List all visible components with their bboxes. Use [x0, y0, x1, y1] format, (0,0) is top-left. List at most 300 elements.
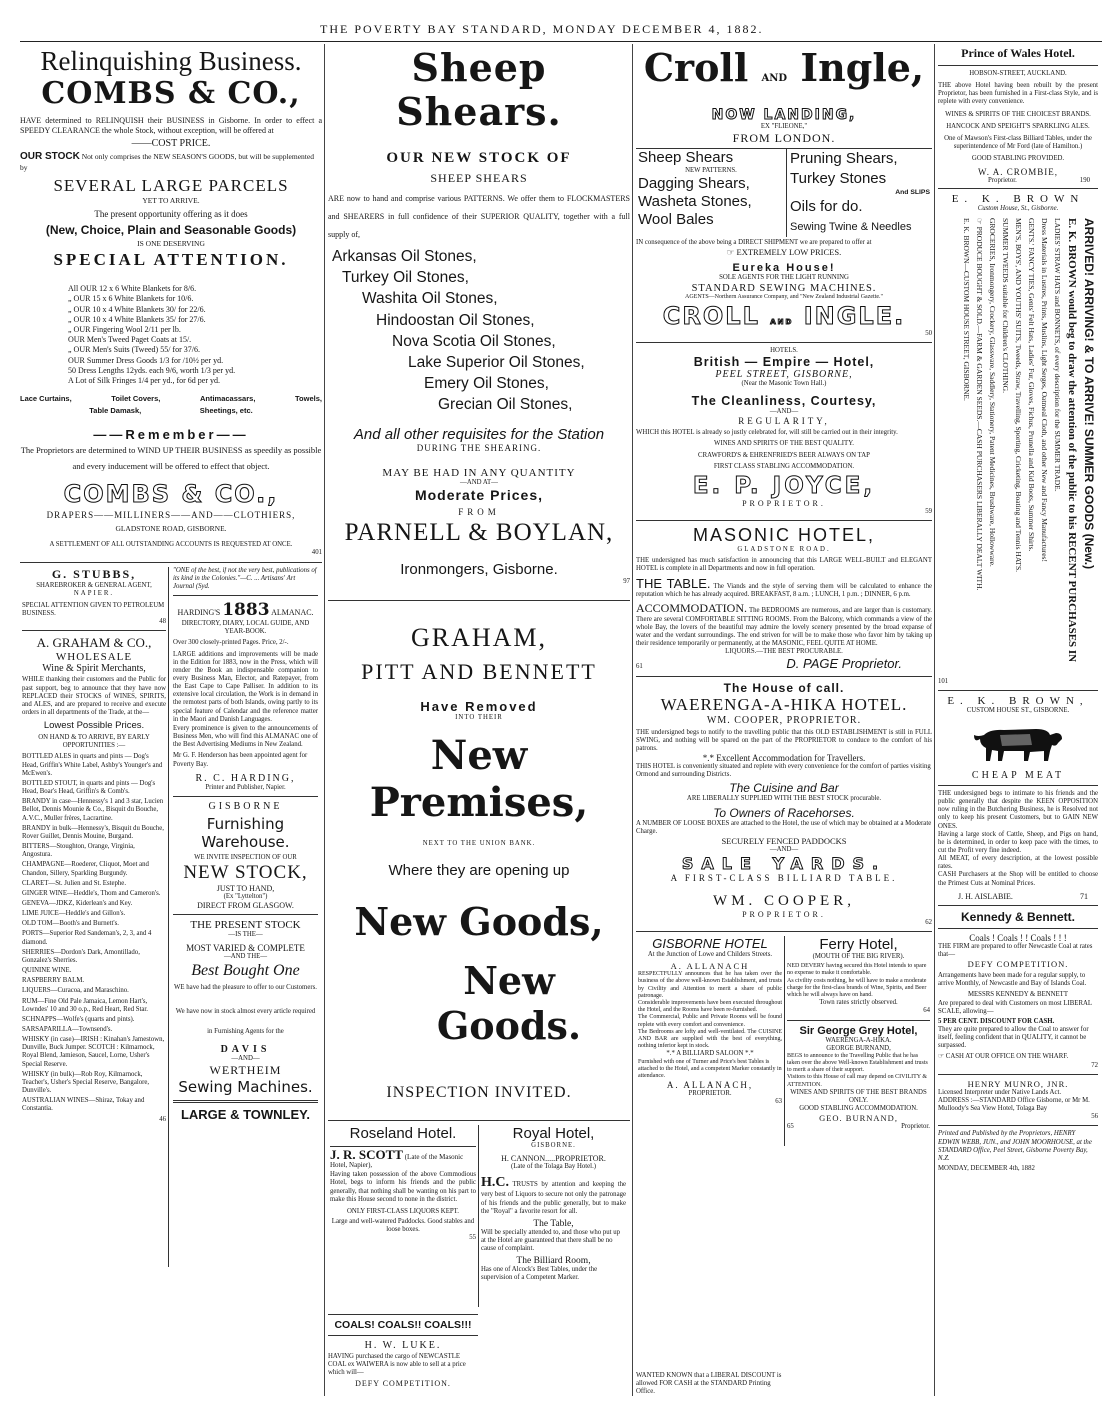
luke-text: HAVING purchased the cargo of NEWCASTLE COAL ex WAIWERA is now able to sell at a price which will— — [328, 1353, 466, 1377]
hc: H.C. — [481, 1174, 509, 1190]
billiard: The Billiard Room, — [516, 1256, 591, 1267]
wanted-known: WANTED KNOWN that a LIBERAL DISCOUNT is allowed FOR CASH at the STANDARD Printing Office. — [636, 1372, 782, 1396]
prince-ales: HANCOCK AND SPEIGHT'S SPARKLING ALES. — [946, 122, 1090, 130]
price-item: „ OUR Fingering Wool 2/11 per lb. — [68, 324, 181, 334]
waerenga-text: THE undersigned begs to notify to the travelling public that this OLD ESTABLISHMENT is still in FULL SWING, and nothing will be spared on the part of the PROPRIETOR to conduce to the comfort of his patrons. — [636, 728, 932, 752]
from-london: FROM LONDON. — [732, 131, 836, 146]
harding-text-2: Every prominence is given to the announcements of Business Men, who will find this ALMANAC one of the Best Advertising Mediums in New Zealand. — [173, 724, 318, 749]
ref-number: 65 — [787, 1123, 794, 1131]
british-beer: CRAWFORD'S & EHRENFRIED'S BEER ALWAYS ON TAP — [698, 451, 870, 459]
price-item: „ OUR 10 x 4 White Blankets 30/ for 22/6. — [68, 304, 206, 314]
extra-item: Toilet Covers, — [111, 394, 161, 404]
ref-number: 48 — [159, 618, 166, 626]
kennedy-text-3: Are prepared to deal with Customers on most LIBERAL SCALE, allowing— — [938, 999, 1092, 1015]
ref-number: 71 — [1080, 891, 1088, 901]
and-the: —AND THE— — [223, 953, 268, 961]
brown-line: E. K. BROWN—CUSTOM HOUSE STREET, GISBORNE. — [962, 217, 971, 401]
junction: At the Junction of Lowe and Childers Streets. — [647, 951, 773, 959]
combs-ad — [20, 46, 322, 558]
new-goods-1: New Goods, — [354, 899, 604, 945]
price-item: „ OUR Men's Suits (Tweed) 55/ for 37/6. — [68, 345, 200, 355]
ferry-text: NED DEVERY having secured this Hotel intends to spare no expense to make it comfortable. — [787, 963, 927, 977]
regularity: REGULARITY, — [738, 416, 830, 427]
stone-item: Hindoostan Oil Stones, — [376, 311, 535, 329]
direct: DIRECT FROM GLASGOW. — [197, 901, 294, 911]
ironmongers: Ironmongers, Gisborne. — [400, 560, 558, 578]
allanach-2: A. ALLANACH, — [666, 1080, 754, 1091]
ferry-grey — [784, 936, 932, 1146]
during: DURING THE SHEARING. — [416, 442, 542, 453]
luke-defy: DEFY COMPETITION. — [355, 1379, 451, 1389]
stone-item: Emery Oil Stones, — [424, 375, 549, 393]
ref-number: 72 — [1091, 1061, 1098, 1069]
table-text: The Viands and the style of serving them will be calculated to enhance the reputation which he has already acquired. BREAKFAST, 8 a.m. ; LUNCH, 1 p.m. ; DINNER, 6 p.m. — [636, 582, 932, 599]
new-goods-2: New Goods. — [436, 958, 582, 1049]
have-removed: Have Removed — [420, 698, 538, 714]
extra-item: Antimacassars, — [199, 394, 256, 404]
extras-row — [20, 394, 322, 403]
kennedy-defy: DEFY COMPETITION. — [967, 959, 1069, 970]
ref-number: 401 — [311, 549, 322, 557]
pages: Over 300 closely-printed Pages. Price, 2/-. — [173, 639, 289, 647]
ref-number: 59 — [925, 507, 932, 515]
aislabie: J. H. AISLABIE. — [958, 891, 1013, 901]
harding-text: LARGE additions and improvements will be made in the Edition for 1883, now in the Press, which will render the Book an indispensable companion to every Business Man, Elector, and Ratepayer, from the East Cape to Cape Palliser. In addition to its extensive local circulation, the Work is in demand in the remotest parts of both Islands, owing partly to its special feature of Calendar and the reference matter in the Maori and Danish Languages. — [173, 650, 318, 723]
house-of-call: The House of call. — [723, 680, 845, 695]
meat-text-4: CASH Purchasers at the Shop will be entitled to choose the Primest Cuts at Nominal Prices. — [938, 871, 1098, 887]
roseland-text: Having taken possession of the above Commodious Hotel, begs to inform his friends and the public generally, that nothing shall be wanting on his part to make this House second to none in the district. — [330, 1171, 476, 1203]
column-2 — [328, 46, 630, 1398]
grey-wines: WINES AND SPIRITS OF THE BEST BRANDS ONLY. — [790, 1088, 927, 1104]
waerenga-name: WAERENGA-A-HIKA HOTEL. — [660, 694, 908, 714]
on-hand: ON HAND & TO ARRIVE, BY EARLY OPPORTUNITIES :— — [38, 734, 150, 750]
coals-luke — [328, 1310, 478, 1388]
office: ☞ CASH AT OUR OFFICE ON THE WHARF. — [938, 1053, 1069, 1061]
arrive: YET TO ARRIVE. — [142, 195, 200, 205]
meat-text-2: Having a large stock of Cattle, Sheep, and Pigs on hand, he is determined, in order to keep pace with the times, to cut the Profit very fine indeed. — [938, 830, 1098, 854]
good-item: Dagging Shears, — [638, 175, 750, 193]
masonic-liquors: LIQUORS.—THE BEST PROCURABLE. — [725, 648, 843, 656]
ship: (Ex "Lyttelton") — [223, 893, 268, 901]
standard-machines: STANDARD SEWING MACHINES. — [691, 282, 877, 294]
new-stock-of: OUR NEW STOCK OF — [386, 150, 572, 166]
liquor-item: SCHNAPPS—Wolfe's (quarts and pints). — [22, 1015, 135, 1023]
parcels: SEVERAL LARGE PARCELS — [53, 175, 289, 195]
next-to-bank: NEXT TO THE UNION BANK. — [422, 840, 536, 848]
liquor-item: SHERRIES—Dordon's Dark, Amontillado, Gonzalez's Sherries. — [22, 948, 140, 964]
good-item: Sheep Shears — [638, 149, 734, 167]
cost-price: ——COST PRICE. — [131, 137, 211, 149]
shears-text: ARE now to hand and comprise various PATTERNS. We offer them to FLOCKMASTERS and SHEARERS in full confidence of their SUPERIOR QUALITY, together with a full supply of, — [328, 194, 630, 239]
sheep-shears-heading: Sheep Shears. — [396, 46, 562, 134]
roseland-hotel — [328, 1125, 478, 1307]
stone-item: Washita Oil Stones, — [362, 290, 498, 308]
opening-up: Where they are opening up — [388, 862, 570, 880]
luke: H. W. LUKE. — [364, 1340, 442, 1351]
extra-item: Table Damask, — [89, 406, 142, 416]
table-text: Will be specially attended to, and those who put up at the Hotel are guaranteed that there shall be no cause of complaint. — [481, 1228, 621, 1253]
croll-banner-b: INGLE. — [803, 301, 906, 330]
almanac-left: HARDING'S — [177, 608, 221, 618]
stock-text: Not only comprises the NEW SEASON'S GOODS, but will be supplemented by — [20, 151, 314, 172]
sheep-shears-sub: SHEEP SHEARS — [430, 171, 528, 185]
gh-text-2: Considerable improvements have been executed throughout the Hotel, and the Rooms have been re-furnished. — [638, 1000, 782, 1014]
price-item: „ OUR 10 x 4 White Blankets 35/ for 27/6. — [68, 314, 206, 324]
british-street: PEEL STREET, GISBORNE, — [715, 368, 853, 380]
munro-text: Licensed Interpreter under Native Lands Act. — [938, 1088, 1062, 1096]
the-table: The Table, — [533, 1218, 574, 1229]
pleasure: WE have had the pleasure to offer to our Customers. — [174, 983, 317, 991]
gisborne-hotel-name: GISBORNE HOTEL — [652, 936, 768, 952]
munro-address: ADDRESS :—STANDARD Office Gisborne, or Mr M. Mulloody's Sea View Hotel, Tolaga Bay — [938, 1096, 1090, 1113]
good-note: And SLIPS — [895, 189, 930, 197]
burnand-2: GEO. BURNAND, — [819, 1113, 898, 1124]
present-stock: THE PRESENT STOCK — [190, 919, 301, 932]
liquor-item: GENEVA—JDKZ, Kiderlean's and Key. — [22, 899, 133, 907]
liquor-item: BOTTLED ALES in quarts and pints — Dog's Head, Griffin's White Label, Ashby's Younger's and McEwen's. — [22, 753, 163, 777]
stone-item: Grecian Oil Stones, — [438, 396, 573, 414]
grey-text: BEGS to announce to the Travelling Public that he has taken over the above Well-known Establishment and trusts to merit a share of their support. — [787, 1052, 928, 1074]
invite: WE INVITE INSPECTION OF OUR — [194, 853, 297, 861]
liquor-item: PORTS—Superior Red Sandeman's, 2, 3, and 4 diamond. — [22, 930, 152, 946]
liquor-item: OLD TOM—Booth's and Burnett's. — [22, 920, 119, 928]
just: JUST TO HAND, — [216, 884, 275, 894]
brown-line: GENTS.' FANCY TIES, Gents' Felt Hats, Ladies' Fur, Gloves, Fichus, Prunella and Kid Boots, Summer Shirts. — [1027, 217, 1036, 551]
masonic-text: THE undersigned has much satisfaction in announcing that this LARGE WELL-BUILT and ELEGANT HOTEL is complete in all Departments and now in full operation. — [636, 557, 932, 573]
and: —AND— — [769, 408, 799, 416]
grey-place: WAERENGA-A-HIKA. — [825, 1036, 892, 1044]
gh-text-3: The Commercial, Public and Private Rooms will be found replete with every comfort and convenience. — [638, 1014, 782, 1028]
ref-number: 61 — [636, 663, 643, 671]
croll-a: Croll — [643, 46, 749, 90]
into-their: INTO THEIR — [455, 713, 503, 721]
british-name: British — Empire — Hotel, — [693, 354, 875, 369]
royal-hotel — [478, 1125, 628, 1307]
brown-line: Dress Materials in Lustres, Prints, Muslins, Light Serges, Oatmeal Cloth, and other New and Fancy Manufactures! — [1040, 217, 1049, 562]
cuisine: The Cuisine and Bar — [729, 781, 839, 796]
column-rule — [934, 44, 935, 1396]
new-premises: New Premises, — [369, 732, 589, 827]
almanac-year: 1883 — [222, 600, 270, 621]
billiard-table: A FIRST-CLASS BILLIARD TABLE. — [670, 872, 898, 883]
stubbs-name: G. STUBBS, — [51, 566, 137, 581]
wertheim: WERTHEIM — [209, 1062, 282, 1077]
masonic-name: MASONIC HOTEL, — [692, 525, 876, 546]
masonic-road: GLADSTONE ROAD. — [737, 546, 831, 554]
prince-prop: Proprietor. — [988, 177, 1017, 185]
liquor-item: CLARET—St. Julien and St. Estephe. — [22, 879, 127, 887]
price-item: A Lot of Silk Fringes 1/4 per yd., for 6d per yd. — [68, 375, 220, 385]
low-prices: ☞ EXTREMELY LOW PRICES. — [726, 247, 842, 258]
trades: DRAPERS——MILLINERS——AND——CLOTHIERS, — [46, 510, 296, 521]
inspection: INSPECTION INVITED. — [386, 1084, 572, 1102]
sewing-machines: Sewing Machines. — [178, 1077, 313, 1096]
davis-heading: Furnishing Warehouse. — [201, 814, 290, 851]
prince-wines: WINES & SPIRITS OF THE CHOICEST BRANDS. — [945, 110, 1091, 118]
imprint-date: MONDAY, DECEMBER 4th, 1882 — [938, 1165, 1035, 1173]
saloon-text: Furnished with one of Turner and Price's best Tables is attached to the Hotel, and a competent Marker constantly in attendance. — [638, 1058, 782, 1079]
and: —AND— — [231, 1054, 260, 1062]
saloon: *.* A BILLIARD SALOON *.* — [666, 1050, 754, 1058]
paddocks: Large and well-watered Paddocks. Good stables and loose boxes. — [331, 1218, 475, 1234]
joyce-prop: PROPRIETOR. — [742, 498, 826, 508]
liquor-list — [22, 753, 166, 1113]
grey-stabling: GOOD STABLING ACCOMMODATION. — [799, 1105, 918, 1113]
is-the: —IS THE— — [228, 931, 263, 939]
price-list — [68, 284, 322, 386]
extras-row — [20, 406, 322, 415]
and: —AND— — [769, 845, 799, 853]
insurance: AGENTS—Northern Assurance Company, and "New Zealand Industrial Gazette." — [685, 293, 883, 300]
brown-line: ARRIVED! ARRIVING! & TO ARRIVE! SUMMER GOODS (New.) — [1082, 217, 1096, 569]
stones-list — [328, 246, 630, 416]
roseland-name: Roseland Hotel. — [349, 1125, 457, 1143]
stock-label: OUR STOCK — [20, 150, 80, 162]
sale-yards: SALE YARDS. — [681, 853, 887, 873]
harding-role: Printer and Publisher, Napier. — [205, 783, 286, 791]
ferry-text-2: As civility costs nothing, he will have to make a moderate charge for the first-class brands of Wine, Spirits, and Beer which he will always have on hand. — [787, 977, 927, 999]
ref-number: 190 — [1079, 177, 1090, 185]
stubbs-place: NAPIER. — [73, 589, 115, 597]
brown-line: E. K. BROWN would beg to draw the attention of the public to his RECENT PURCHASES IN — [1066, 217, 1078, 662]
intro-text: HAVE determined to RELINQUISH their BUSINESS in Gisborne. In order to effect a SPEEDY CLEARANCE the whole Stock, without exception, will be offered at — [20, 116, 322, 135]
billiard-text: Has one of Alcock's Best Tables, under the supervision of a Competent Marker. — [481, 1266, 598, 1282]
imprint: Printed and Published by the Proprietors, HENRY EDWIN WEBB, JUN., and JOHN MOORHOUSE, at the STANDARD Office, Peel Street, Gisborne Poverty Bay, N.Z. — [938, 1130, 1092, 1162]
royal-town: GISBORNE. — [531, 1142, 576, 1150]
good-item: Washeta Stones, — [638, 193, 752, 211]
quantity: MAY BE HAD IN ANY QUANTITY — [382, 466, 576, 479]
firm-name-2: COMBS & CO., — [63, 480, 279, 509]
situated: THIS HOTEL is conveniently situated and replete with every convenience for the comfort of parties visiting Ormond and surrounding Districts. — [636, 763, 931, 779]
ox-illustration — [938, 721, 1098, 770]
gh-text: RESPECTFULLY announces that he has taken over the business of the above well-known Establishment, and trusts by Civility and Attention to merit a share of public patronage. — [638, 971, 782, 999]
liberal: ARE LIBERALLY SUPPLIED WITH THE BEST STOCK procurable. — [686, 795, 882, 803]
price-item: OUR Summer Dress Goods 1/3 for /10½ per yd. — [68, 355, 224, 365]
liquor-item: AUSTRALIAN WINES—Shiraz, Tokay and Constantia. — [22, 1097, 145, 1113]
good-item: Pruning Shears, — [790, 150, 898, 168]
column-3 — [636, 46, 932, 1398]
grey-name: Sir George Grey Hotel, — [799, 1024, 918, 1037]
prince-street: HOBSON-STREET, AUCKLAND. — [969, 70, 1067, 77]
burnand: GEORGE BURNAND, — [826, 1044, 891, 1052]
crombie: W. A. CROMBIE, — [978, 167, 1058, 178]
column-1 — [20, 46, 322, 1398]
ref-number: 50 — [925, 329, 932, 337]
ref-number: 46 — [159, 1115, 166, 1123]
brown-top-addr: Custom House, St., Gisborne. — [977, 205, 1059, 213]
cheap-meat: CHEAP MEAT — [971, 769, 1065, 781]
brown-vertical-ad — [938, 218, 1098, 678]
croll-banner-and: AND — [770, 317, 794, 326]
ship: EX "FLIEONE," — [760, 123, 808, 130]
prince-billiard: One of Mawson's First-class Billiard Tables, under the superintendence of Mr Ford (late of Hamilton.) — [944, 134, 1092, 151]
scott-note: (Late of the Masonic Hotel, Napier), — [330, 1153, 464, 1170]
liquor-item: SARSAPARILLA—Townsend's. — [22, 1026, 113, 1033]
now-landing: NOW LANDING, — [711, 107, 857, 123]
stone-item: Arkansas Oil Stones, — [332, 248, 477, 265]
and-at: —AND AT— — [460, 478, 498, 486]
trade: Wine & Spirit Merchants, — [42, 663, 146, 675]
graham-text: WHILE thanking their customers and the Public for past support, beg to announce that they have now REPLACED their STOCKS of WINES, SPIRITS, and ALES, and are prepared to receive and execute orders in all departments of the Trade, at the— — [22, 676, 166, 716]
price-item: 50 Dress Lengths 12yds. each 9/6, worth 1/3 per yd. — [68, 365, 236, 375]
brown-bottom-addr: CUSTOM HOUSE ST., GISBORNE. — [966, 706, 1070, 714]
discount: 5 PER CENT. DISCOUNT FOR CASH. — [938, 1017, 1055, 1025]
stone-item: Turkey Oil Stones, — [342, 269, 469, 287]
eureka: Eureka House! — [732, 262, 836, 275]
davis: DAVIS — [220, 1043, 271, 1055]
hotels-label: HOTELS. — [770, 346, 798, 354]
joyce: E. P. JOYCE, — [692, 472, 876, 499]
liquor-item: BRANDY in bulk—Hennessy's, Bisquit du Bouche, Rover Guillet, Dennis Mouine, Burgand. — [22, 824, 165, 840]
ref-number: 55 — [469, 1234, 476, 1242]
brown-line: LADIES' STRAW HATS and BONNETS, of every description for the SUMMER TRADE. — [1053, 217, 1062, 492]
cooper: WM. COOPER, — [713, 892, 855, 909]
liquor-item: BOTTLED STOUT, in quarts and pints — Dog's Head, Boar's Head, Griffin's & Comb's. — [22, 779, 156, 796]
prince-name: Prince of Wales Hotel. — [961, 46, 1075, 60]
extra-item: Sheetings, etc. — [199, 406, 253, 416]
opportunity: The present opportunity offering as it does — [94, 208, 248, 219]
british-text: WHICH this HOTEL is already so justly celebrated for, will still be carried out in their integrity. — [636, 429, 898, 437]
liquor-item: BITTERS—Stoughton, Orange, Virginia, Angostura. — [22, 843, 135, 859]
extra-item: Towels, — [295, 394, 322, 404]
remember: ——Remember—— — [93, 427, 249, 443]
good-item: Turkey Stones — [790, 170, 887, 188]
scott: J. R. SCOTT — [330, 1147, 403, 1163]
croll-and: AND — [761, 73, 788, 84]
brown-line: SUMMER TWEEDS suitable for Children's CLOTHING. — [1001, 217, 1010, 393]
column-4 — [938, 46, 1098, 1398]
column-rule — [632, 44, 633, 1396]
kennedy-name: Kennedy & Bennett. — [960, 909, 1075, 924]
gh-text-4: The Bedrooms are lofty and well-ventilated. The CUISINE AND BAR are supplied with the best of everything, nothing inferior kept in stock. — [638, 1028, 782, 1050]
owners: To Owners of Racehorses. — [713, 805, 855, 820]
gisborne-hotel — [636, 936, 784, 1146]
ferry-mouth: (MOUTH OF THE BIG RIVER). — [812, 953, 905, 961]
stubbs-title: SHAREBROKER & GENERAL AGENT, — [36, 581, 152, 589]
brown-bottom: E. K. BROWN, — [947, 694, 1089, 707]
paddocks: SECURELY FENCED PADDOCKS — [721, 835, 847, 846]
liquor-item: CHAMPAGNE—Roederer, Cliquot, Moet and Chandon, Sillery, Sparkling Burgundy. — [22, 861, 149, 877]
almanac-right: ALMANAC. — [271, 608, 314, 618]
stubbs-special: SPECIAL ATTENTION GIVEN TO PETROLEUM BUSINESS. — [22, 601, 165, 618]
kennedy-text-4: They are quite prepared to allow the Coal to answer for itself, feeling confident that in QUALITY, it cannot be surpassed. — [938, 1026, 1089, 1050]
british-wines: WINES AND SPIRITS OF THE BEST QUALITY. — [714, 440, 854, 448]
meat-text: THE undersigned begs to intimate to his friends and the public generally that despite the KEEN OPPOSITION now ruling in the Butchering Business, he is Resolved not only to keep his present Customers, but to GAIN NEW ONES. — [938, 789, 1098, 830]
good-note: NEW PATTERNS. — [685, 167, 737, 175]
settlement: A SETTLEMENT OF ALL OUTSTANDING ACCOUNTS IS REQUESTED AT ONCE. — [49, 541, 293, 549]
good-item: Wool Bales — [638, 211, 714, 229]
liquor-item: WHISKY (in case)—IRISH : Kinahan's Jamestown, Dunville, Buck Jumper. SCOTCH : Kilmarnock, Royal Blend, Jamieson, Saucel, Lorne, Usher's Special Reserve. — [22, 1036, 165, 1068]
harding-agent: Mr G. F. Henderson has been appointed agent for Poverty Bay. — [173, 752, 308, 768]
pitt-bennett: PITT AND BENNETT — [361, 658, 597, 684]
prince-text: THE above Hotel having been rebuilt by the present Proprietor, has been furnished in a First-class Style, and is replete with every convenience. — [938, 82, 1098, 106]
ref-number: 97 — [623, 577, 630, 585]
requisites: And all other requisites for the Station — [353, 425, 605, 443]
price-item: All OUR 12 x 6 White Blankets for 8/6. — [68, 284, 197, 294]
parnell-boylan: PARNELL & BOYLAN, — [344, 518, 614, 546]
wind-up: The Proprietors are determined to WIND UP THEIR BUSINESS as speedily as possible and every inducement will be offered to effect that object. — [20, 445, 322, 472]
accom-label: ACCOMMODATION. — [636, 601, 748, 616]
extra-item: Lace Curtains, — [20, 394, 72, 404]
prices: Lowest Possible Prices. — [43, 720, 145, 732]
grey-text-2: Visitors to this House of call may depend on CIVILITY & ATTENTION. — [787, 1074, 928, 1088]
british-near: (Near the Masonic Town Hall.) — [741, 379, 827, 387]
from: FROM — [458, 506, 500, 517]
royal-name: Royal Hotel, — [512, 1125, 595, 1143]
masthead: THE POVERTY BAY STANDARD, MONDAY DECEMBER 4, 1882. — [320, 22, 764, 36]
price-item: OUR Men's Tweed Paget Coats at 15/. — [68, 335, 192, 345]
masonic-prop: D. PAGE Proprietor. — [786, 656, 902, 672]
liquor-item: RASPBERRY BALM. — [22, 977, 85, 985]
ref-number: 64 — [923, 1007, 930, 1015]
graham-heading: GRAHAM, — [410, 622, 548, 652]
liquor-item: LIQUERS—Curacoa, and Maraschino. — [22, 987, 129, 995]
royal-prop: H. CANNON.....PROPRIETOR. — [501, 1154, 606, 1164]
kennedy-text: THE FIRM are prepared to offer Newcastle Coal at rates that— — [938, 942, 1093, 958]
davis-town: GISBORNE — [208, 800, 283, 812]
liquor-item: RUM—Fine Old Pale Jamaica, Lemon Hart's, Lowndes' 10 and 30 o.p., Red Heart, Red Star. — [22, 997, 149, 1013]
liquor-item: LIME JUICE—Heddle's and Gillon's. — [22, 910, 126, 918]
now-stock: We have now in stock almost every article required in Furnishing Agents for the — [175, 1007, 316, 1035]
gh-prop: PROPRIETOR. — [688, 1090, 732, 1098]
croll-banner-a: CROLL — [662, 301, 760, 330]
croll-b: Ingle, — [800, 46, 925, 90]
ref-number: 62 — [925, 918, 932, 926]
brown-line: GROCERIES, Ironmongery, Crockery, Glassware, Saddlery, Stationery, Patent Medicines, Brushware, Hollowware. — [988, 217, 997, 567]
stone-item: Nova Scotia Oil Stones, — [392, 332, 556, 350]
meat-text-3: All MEAT, of every description, at the lowest possible rates. — [938, 855, 1098, 871]
ref-number: 56 — [1091, 1113, 1098, 1121]
liquor-item: GINGER WINE—Heddle's, Thom and Cameron's. — [22, 889, 161, 897]
harding-quote: "ONE of the best, if not the very best, publications of its kind in the Colonies."—C. ... Artisans' Art Journal (Syd. — [173, 566, 317, 590]
harding-davis-column — [168, 567, 320, 1267]
price-item: „ OUR 15 x 6 White Blankets for 10/6. — [68, 294, 194, 304]
accom-text: The BEDROOMS are numerous, and are larger than is customary. There are several COMFORTABLE SITTING ROOMS. From the Balcony, which commands a view of the whole Bay, the lovers of the beautiful may admire the lovely scenery presented by the broad expanse of water and the verdant surroundings. The end striven for will be to make those who favor him by taking up their residence temporarily or permanently, at the MASONIC, FEEL QUITE AT HOME. — [636, 607, 932, 648]
liquors: ONLY FIRST-CLASS LIQUORS KEPT. — [347, 1207, 459, 1215]
brown-top: E. K. BROWN — [951, 193, 1085, 206]
grey-prop: Proprietor. — [901, 1123, 930, 1131]
ref-number: 63 — [775, 1098, 782, 1106]
munro: HENRY MUNRO, JNR. — [967, 1078, 1069, 1089]
kennedy-coals: Coals ! Coals ! ! Coals ! ! ! — [969, 932, 1067, 943]
stubbs-graham-column — [20, 567, 168, 1267]
royal-text: TRUSTS by attention and keeping the very best of Liquors to secure not only the patronage of his friends and the public generally, but to make the "Royal" a favorite resort for all. — [481, 1180, 627, 1215]
brown-rotated — [938, 218, 1098, 678]
allanach: A. ALLANACH — [670, 961, 750, 972]
column-rule — [324, 44, 325, 1396]
boxes: A NUMBER OF LOOSE BOXES are attached to the Hotel, the use of which may be obtained at a Moderate Charge. — [636, 819, 932, 835]
consequence: IN consequence of the above being a DIRECT SHIPMENT we are prepared to offer at — [636, 239, 872, 247]
top-rule — [20, 41, 1102, 42]
ad-heading: Relinquishing Business. — [40, 46, 302, 76]
good-item: Sewing Twine & Needles — [790, 221, 912, 234]
goods-line: (New, Choice, Plain and Seasonable Goods) — [45, 222, 297, 237]
excellent: *.* Excellent Accommodation for Travellers. — [702, 753, 866, 764]
ferry-terms: Town rates strictly observed. — [819, 999, 898, 1007]
address: GLADSTONE ROAD, GISBORNE. — [115, 524, 227, 534]
prince-stabling: GOOD STABLING PROVIDED. — [971, 155, 1065, 163]
royal-late: (Late of the Tolaga Bay Hotel.) — [510, 1163, 597, 1171]
ferry-name: Ferry Hotel, — [819, 936, 898, 954]
deserving: IS ONE DESERVING — [137, 238, 205, 248]
moderate-prices: Moderate Prices, — [414, 486, 544, 503]
ox-icon — [970, 721, 1066, 765]
new-stock: NEW STOCK, — [183, 862, 308, 884]
coals-heading: COALS! COALS!! COALS!!! — [334, 1319, 472, 1331]
british-stabling: FIRST CLASS STABLING ACCOMMODATION. — [713, 462, 855, 470]
waerenga-prop: WM. COOPER, PROPRIETOR. — [706, 714, 862, 726]
liquor-item: BRANDY in case—Hennessy's 1 and 3 star, Lucien Bellot, Dennis Mounie & Co., Bisquit du Bouche, A.V.C., Muller frères, Lacrartine. — [22, 798, 164, 822]
